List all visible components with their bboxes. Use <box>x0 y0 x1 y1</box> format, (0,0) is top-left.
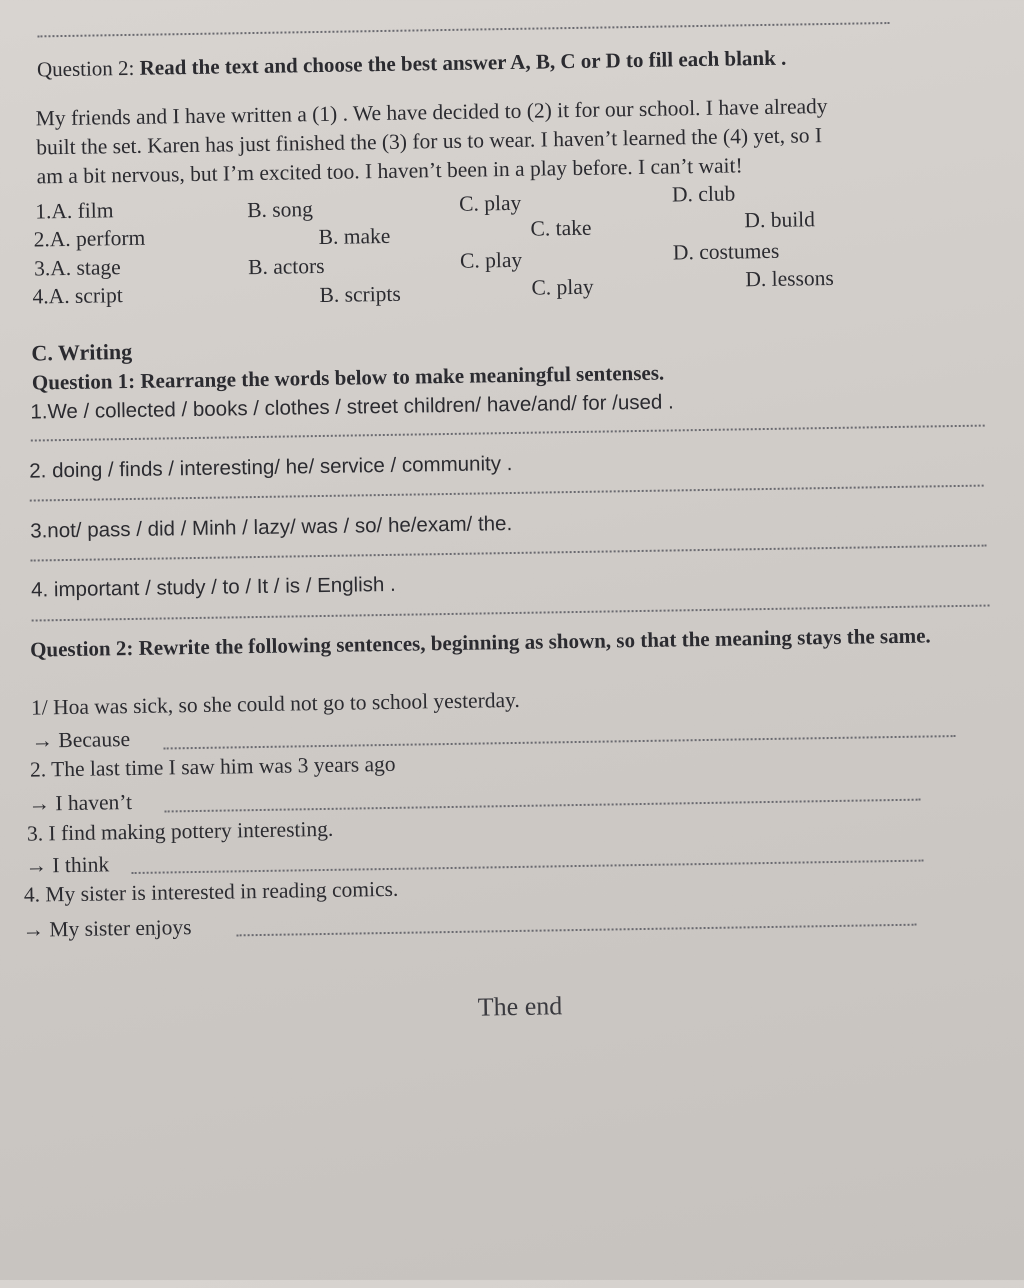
rewrite-sentence-3: 3. I find making pottery interesting. <box>26 816 334 846</box>
rewrite-sentence-4: 4. My sister is interested in reading comics. <box>23 876 399 907</box>
option-2b[interactable]: B. make <box>318 223 391 250</box>
rewrite-prompt-2: → I haven’t <box>28 790 133 816</box>
reading-question-instruction: Read the text and choose the best answer A, B, C or D to fill each blank . <box>134 45 787 80</box>
reading-question-number: Question 2: <box>36 55 135 82</box>
option-2c[interactable]: C. take <box>530 215 592 241</box>
answer-line-4[interactable] <box>32 605 990 622</box>
rewrite-answer-line-2[interactable] <box>165 799 921 813</box>
answer-line-1[interactable] <box>31 425 985 442</box>
writing-section-title: C. Writing <box>31 338 133 366</box>
option-4c[interactable]: C. play <box>531 274 594 300</box>
option-1d[interactable]: D. club <box>671 181 736 207</box>
option-1a[interactable]: 1.A. film <box>35 198 114 224</box>
top-dotted-rule <box>37 22 889 37</box>
rearrange-item-4: 4. important / study / to / It / is / English . <box>30 572 396 602</box>
rewrite-prompt-1: → Because <box>31 727 131 753</box>
answer-line-3[interactable] <box>31 545 987 562</box>
reading-passage <box>36 89 997 191</box>
option-4a[interactable]: 4.A. script <box>32 283 123 309</box>
passage-line: am a bit nervous, but I’m excited too. I haven’t been in a play before. I can’t wait! <box>36 153 743 189</box>
rewrite-prompt-3: → I think <box>25 852 110 878</box>
option-4b[interactable]: B. scripts <box>319 281 401 307</box>
the-end-label: The end <box>477 991 563 1022</box>
option-2d[interactable]: D. build <box>744 207 816 233</box>
option-3c[interactable]: C. play <box>459 247 523 273</box>
rewrite-sentence-2: 2. The last time I saw him was 3 years ago <box>29 751 396 782</box>
rewrite-answer-line-3[interactable] <box>132 860 924 874</box>
option-1c[interactable]: C. play <box>458 190 522 216</box>
rearrange-item-2: 2. doing / finds / interesting/ he/ service / community . <box>29 451 513 483</box>
option-3b[interactable]: B. actors <box>247 253 325 280</box>
reading-question-title <box>37 46 787 83</box>
option-3a[interactable]: 3.A. stage <box>33 255 121 281</box>
option-1b[interactable]: B. song <box>247 197 314 223</box>
rewrite-answer-line-1[interactable] <box>164 735 956 749</box>
option-3d[interactable]: D. costumes <box>672 238 780 265</box>
passage-line: built the set. Karen has just finished the (3) for us to wear. I haven’t learned the (4) yet, so I <box>36 123 823 160</box>
rewrite-question-title: Question 2: Rewrite the following sentences, beginning as shown, so that the meaning stays the same. <box>29 623 931 662</box>
rearrange-item-3: 3.not/ pass / did / Minh / lazy/ was / so/ he/exam/ the. <box>30 512 513 543</box>
passage-line: My friends and I have written a (1) . We have decided to (2) it for our school. I have already <box>35 93 828 131</box>
rewrite-sentence-1: 1/ Hoa was sick, so she could not go to school yesterday. <box>30 687 520 720</box>
answer-line-2[interactable] <box>30 485 984 502</box>
rearrange-item-1: 1.We / collected / books / clothes / street children/ have/and/ for /used . <box>30 390 674 424</box>
rewrite-prompt-4: → My sister enjoys <box>22 915 192 942</box>
option-2a[interactable]: 2.A. perform <box>33 225 146 252</box>
option-4d[interactable]: D. lessons <box>745 265 834 292</box>
rearrange-question-title: Question 1: Rearrange the words below to make meaningful sentenses. <box>31 360 665 395</box>
rewrite-answer-line-4[interactable] <box>237 924 917 937</box>
